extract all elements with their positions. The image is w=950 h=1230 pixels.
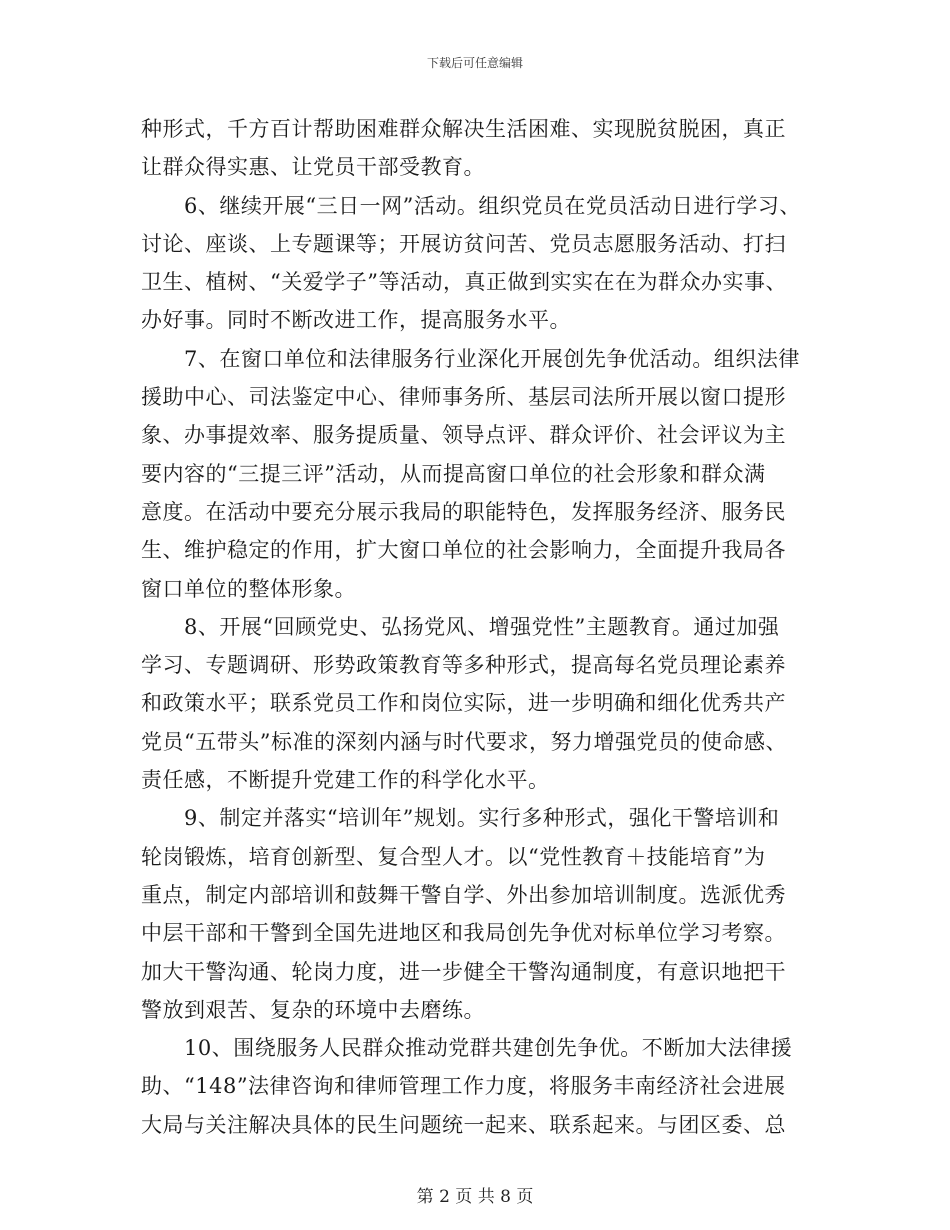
text-line: 10、围绕服务人民群众推动党群共建创先争优。不断加大法律援 (141, 1036, 793, 1061)
text-line: 援助中心、司法鉴定中心、律师事务所、基层司法所开展以窗口提形 (141, 385, 786, 410)
text-line: 象、办事提效率、服务提质量、领导点评、群众评价、社会评议为主 (141, 423, 786, 448)
text-line: 意度。在活动中要充分展示我局的职能特色，发挥服务经济、服务民 (141, 499, 786, 524)
text-line: 助、“148”法律咨询和律师管理工作力度，将服务丰南经济社会进展 (141, 1074, 786, 1099)
text-line: 让群众得实惠、让党员干部受教育。 (141, 155, 485, 180)
text-line: 6、继续开展“三日一网”活动。组织党员在党员活动日进行学习、 (141, 193, 801, 218)
text-line: 8、开展“回顾党史、弘扬党风、增强党性”主题教育。通过加强 (141, 614, 780, 639)
text-line: 党员“五带头”标准的深刻内涵与时代要求，努力增强党员的使命感、 (141, 729, 787, 754)
text-line: 卫生、植树、“关爱学子”等活动，真正做到实实在在为群众办实事、 (141, 270, 787, 295)
text-line: 轮岗锻炼，培育创新型、复合型人才。以“党性教育＋技能培育”为 (141, 844, 766, 869)
text-line: 种形式，千方百计帮助困难群众解决生活困难、实现脱贫脱困，真正 (141, 117, 786, 141)
page-footer: 第 2 页 共 8 页 (416, 1187, 534, 1207)
text-line: 重点，制定内部培训和鼓舞干警自学、外出参加培训制度。选派优秀 (141, 882, 786, 907)
text-line: 办好事。同时不断改进工作，提高服务水平。 (141, 308, 571, 333)
text-line: 大局与关注解决具体的民生问题统一起来、联系起来。与团区委、总 (141, 1112, 786, 1137)
document-body (141, 110, 826, 1144)
text-line: 窗口单位的整体形象。 (141, 576, 356, 601)
text-line: 7、在窗口单位和法律服务行业深化开展创先争优活动。组织法律 (141, 346, 800, 371)
text-line: 9、制定并落实“培训年”规划。实行多种形式，强化干警培训和 (141, 806, 780, 831)
text-line: 加大干警沟通、轮岗力度，进一步健全干警沟通制度，有意识地把干 (141, 959, 786, 984)
text-line: 讨论、座谈、上专题课等；开展访贫问苦、党员志愿服务活动、打扫 (141, 231, 786, 256)
page-header: 下载后可任意编辑 (426, 56, 523, 70)
text-line: 警放到艰苦、复杂的环境中去磨练。 (141, 997, 485, 1022)
text-line: 生、维护稳定的作用，扩大窗口单位的社会影响力，全面提升我局各 (141, 538, 786, 563)
text-line: 中层干部和干警到全国先进地区和我局创先争优对标单位学习考察。 (141, 921, 786, 946)
text-line: 要内容的“三提三评”活动，从而提高窗口单位的社会形象和群众满 (141, 461, 766, 486)
text-line: 学习、专题调研、形势政策教育等多种形式，提高每名党员理论素养 (141, 653, 786, 678)
text-line: 责任感，不断提升党建工作的科学化水平。 (141, 768, 550, 793)
text-line: 和政策水平；联系党员工作和岗位实际，进一步明确和细化优秀共产 (141, 691, 786, 716)
